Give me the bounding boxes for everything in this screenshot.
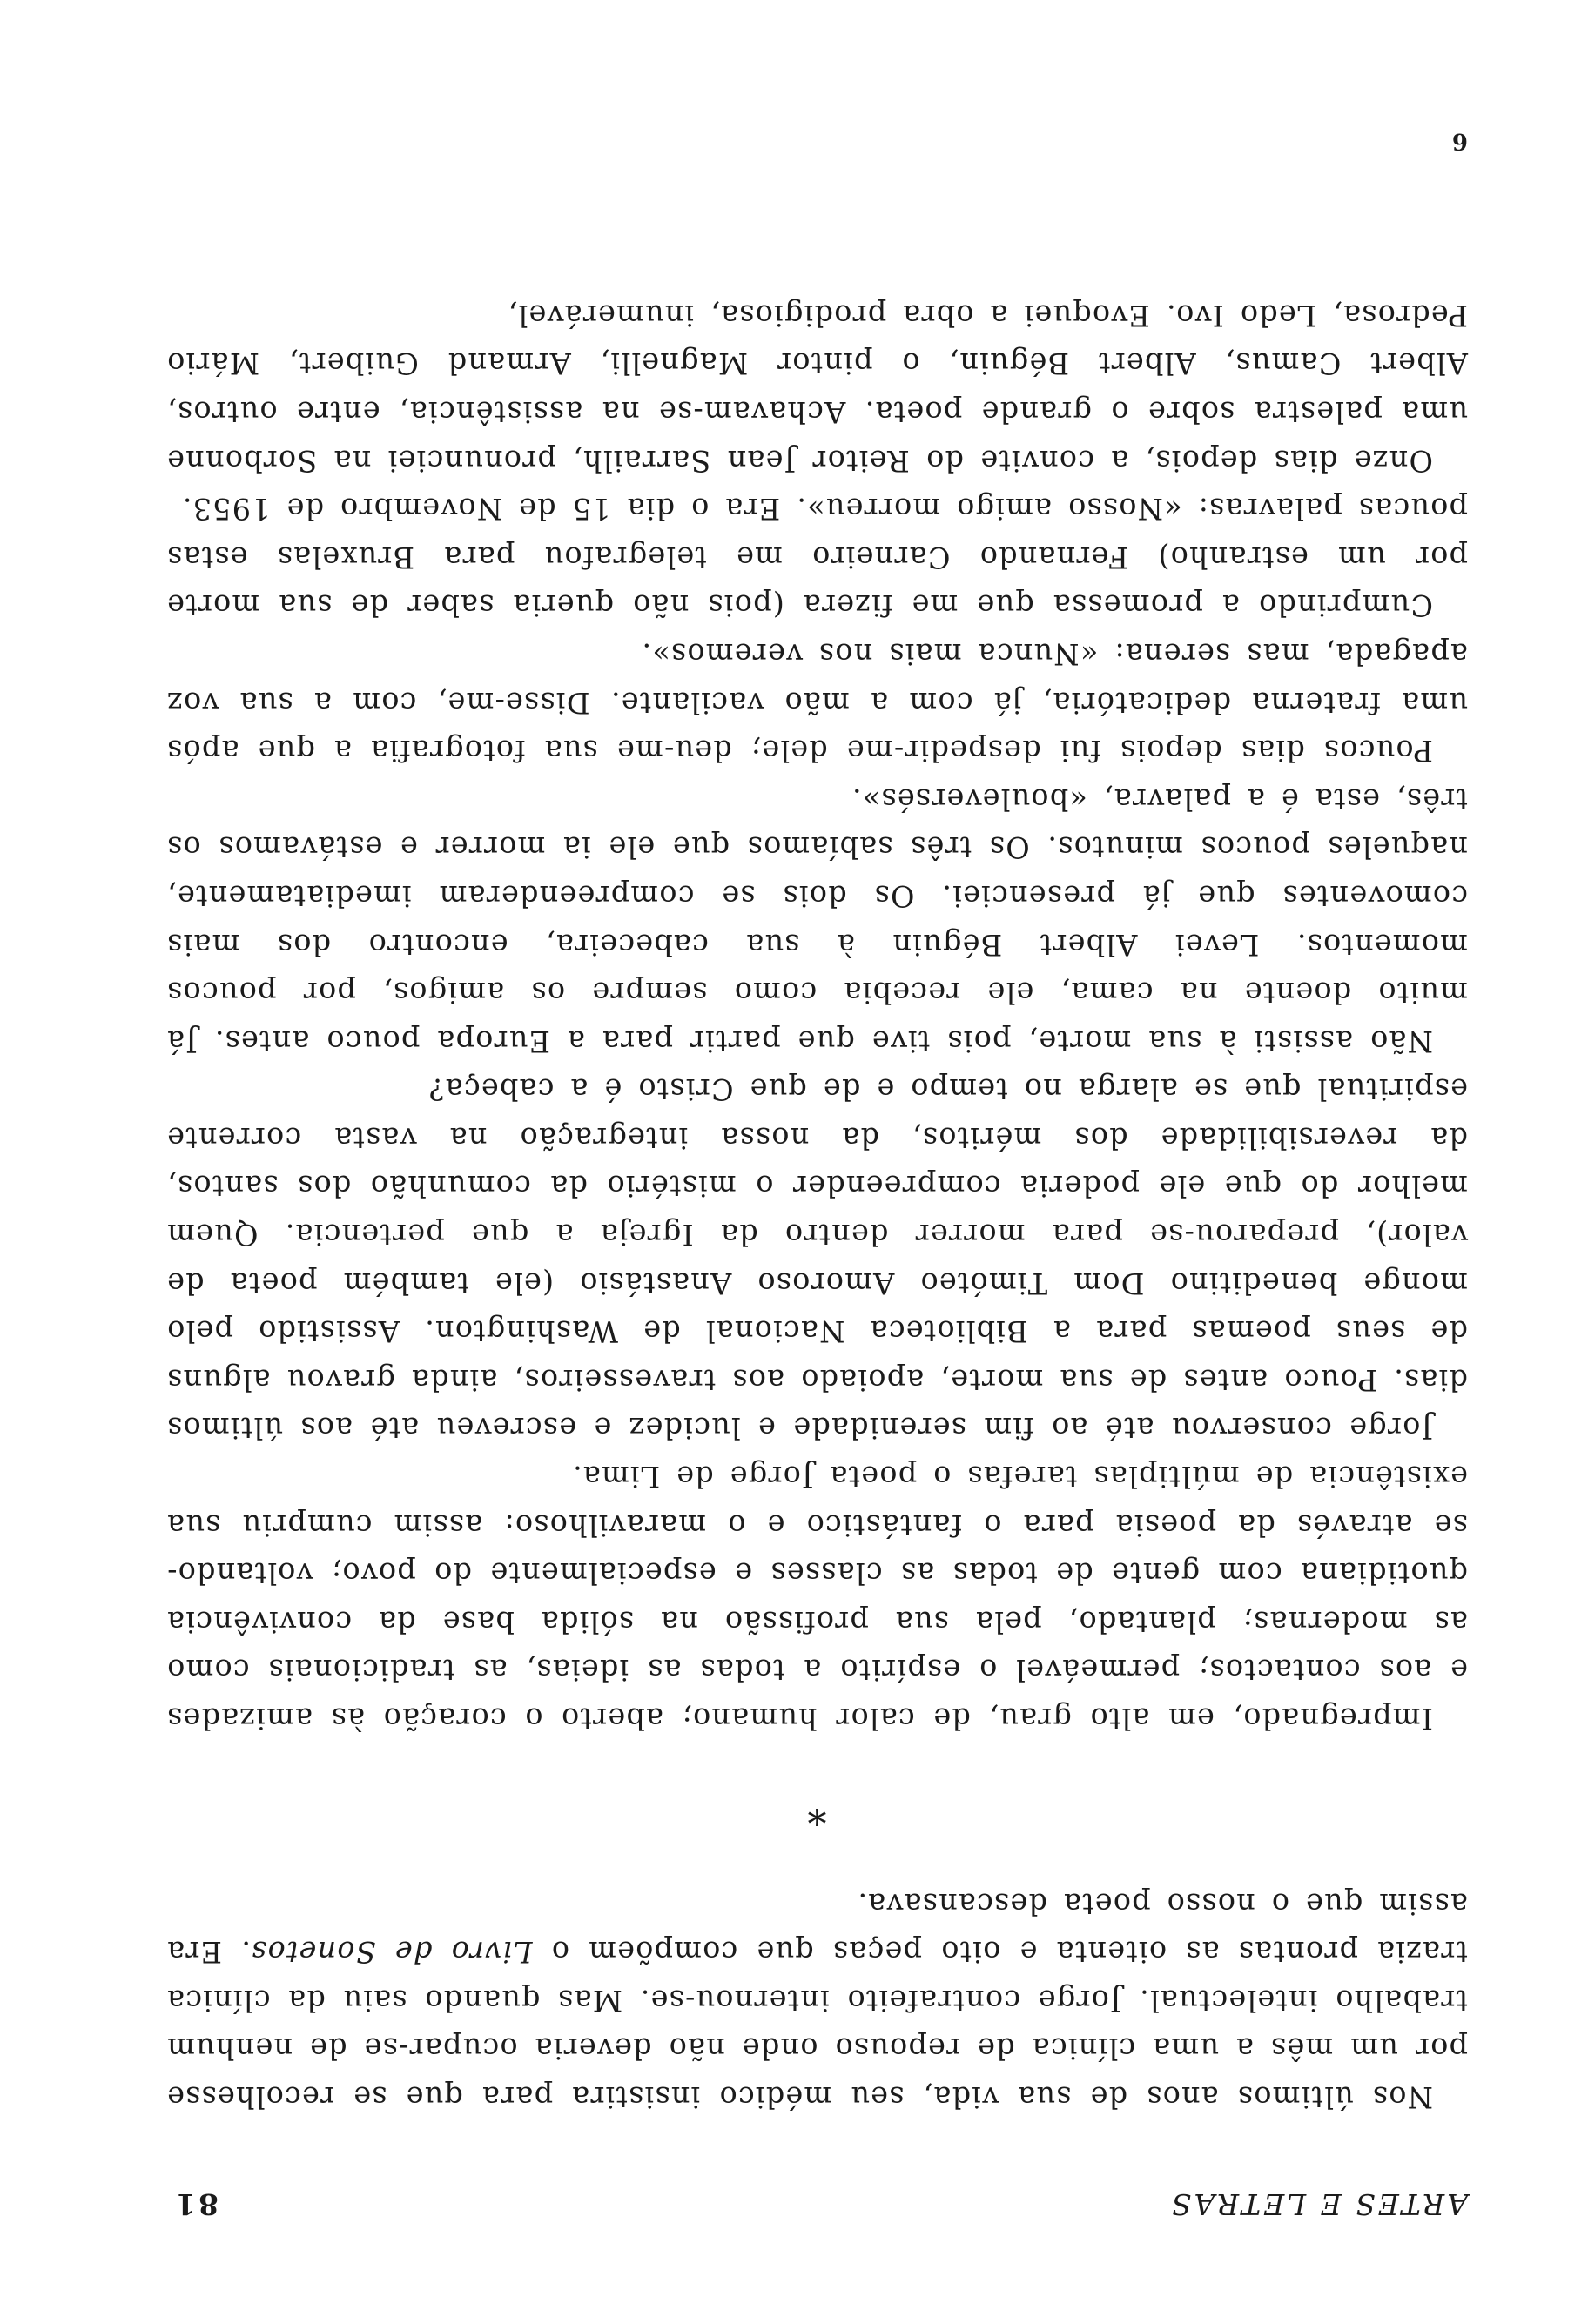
paragraph-telegram: Cumprindo a promessa que me fizera (pois não queria saber de sua morte por um estranho) Fernando Carneiro me telegrafou para Bruxelas estas poucas palavras: «Nosso amigo morreu». Era o dia 15 de Novembro de 1953. xyxy=(166,492,1468,623)
paragraph-sorbonne: Onze dias depois, a convite do Reitor Jean Sarrailh, pronunciei na Sorbonne uma palestra sobre o grande poeta. Achavam-se na assistência, entre outros, Albert Camus, Albert Béguin, o pintor Magnelli, Armand Guibert, Mário Pedrosa, Ledo Ivo. Evoquei a obra prodigiosa, inumerável, xyxy=(166,298,1468,478)
text-block xyxy=(166,97,1468,2221)
running-head xyxy=(166,2169,1468,2221)
book-title-livro-de-sonetos: Livro de Sonetos xyxy=(250,1935,533,1970)
signature-mark: 6 xyxy=(1451,128,1468,154)
paragraph-rest-cure xyxy=(166,1879,1468,2121)
paragraph-character: Impregnado, em alto grau, de calor humano; aberto o coração às amizades e aos contactos; permeável o espírito a todas as ideias, as tradicionais como as modernas; plantado, pela sua profissão na sólida base da convivência quotidiana com gente de todas as classes e especialmente do povo; voltando-se através da poesia para o fantástico e o maravilhoso: assim cumpriu sua existência de múltiplas tarefas o poeta Jorge de Lima. xyxy=(166,1460,1468,1736)
paragraph-text: . Era assim que o nosso poeta descansava. xyxy=(166,1886,1468,1970)
paragraph-text: Nos últimos anos de sua vida, seu médico insistira para que se recolhesse por um mês a uma clínica de repouso onde não deveria ocupar-se de nenhum trabalho intelectual. Jorge contrafeito internou-se. Mas quando saiu da clínica trazia prontas as oitenta e oito peças que compõem o xyxy=(166,1935,1468,2114)
paragraph-farewell: Poucos dias depois fui despedir-me dele; deu-me sua fotografia a que após uma fraterna dedicatória, já com a mão vacilante. Disse-me, com a sua voz apagada, mas serena: «Nunca mais nos veremos». xyxy=(166,636,1468,769)
paragraph-visit: Não assisti à sua morte, pois tive que partir para a Europa pouco antes. Já muito doente na cama, ele recebia como sempre os amigos, por poucos momentos. Levei Albert Béguin à sua cabeceira, encontro dos mais comoventes que já presenciei. Os dois se compreenderam imediatamente, naqueles poucos minutos. Os três sabíamos que ele ia morrer e estávamos os três, esta é a palavra, «bouleversés». xyxy=(166,782,1468,1058)
section-separator-asterisk: * xyxy=(807,1788,827,1833)
page-number: 81 xyxy=(173,2187,219,2221)
running-title: ARTES E LETRAS xyxy=(1168,2187,1468,2221)
paragraph-last-days: Jorge conservou até ao fim serenidade e lucidez e escreveu até aos últimos dias. Pouco antes de sua morte, apoiado aos travesseiros, ainda gravou alguns de seus poemas para a Biblioteca Nacional de Washington. Assistido pelo monge beneditino Dom Timóteo Amoroso Anastásio (ele também poeta de valor), preparou-se para morrer dentro da Igreja a que pertencia. Quem melhor do que ele poderia compreender o mistério da comunhão dos santos, da reversibilidade dos méritos, da nossa integração na vasta corrente espiritual que se alarga no tempo e de que Cristo é a cabeça? xyxy=(166,1072,1468,1446)
